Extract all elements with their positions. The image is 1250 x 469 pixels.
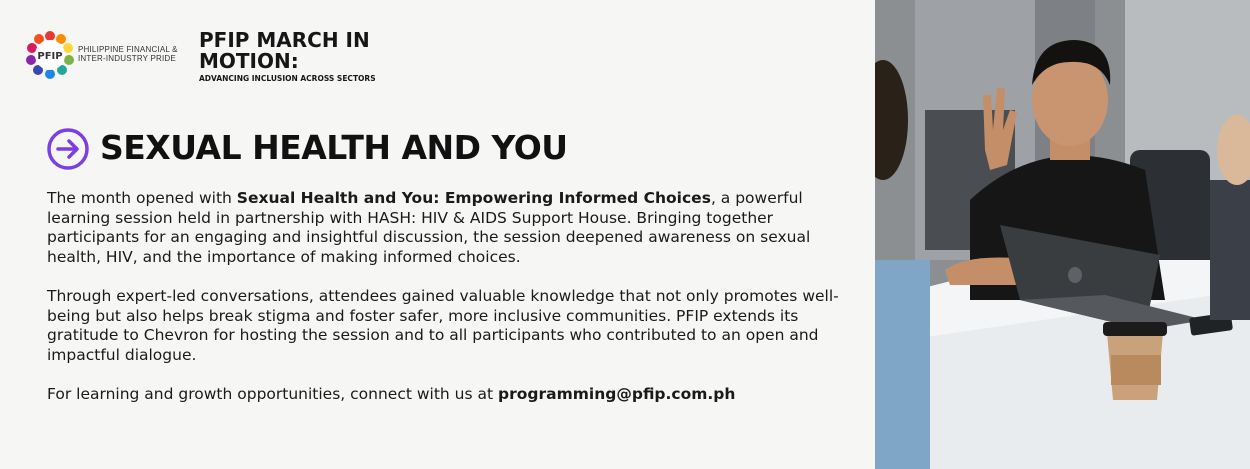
org-name-line1: PHILIPPINE FINANCIAL & [78,45,178,54]
p3-intro: For learning and growth opportunities, connect with us at [47,385,499,403]
paragraph-gratitude: Through expert-led conversations, attendees gained valuable knowledge that not only promotes well-being but also helps break stigma and foster safer, more inclusive communities. PFIP extends its gratitude to Chevron for hosting the session and to all participants who contributed to an open and impactful dialogue. [47,287,839,364]
logo-text: PFIP [37,51,63,62]
p1-rest: , a powerful learning session held in partnership with HASH: HIV & AIDS Support House. Bringing together participants for an engaging and insightful discussion, the session deepened awareness on sexual health, HIV, and the importance of making informed choices. [47,189,811,266]
org-name [78,45,188,63]
org-name-line2: INTER-INDUSTRY PRIDE [78,54,176,63]
section-title: SEXUAL HEALTH AND YOU [100,128,568,167]
paragraph-intro [47,189,862,267]
pfip-logo-icon [25,30,75,80]
arrow-right-circle-icon [46,127,90,171]
contact-email[interactable]: programming@pfip.com.ph [498,385,736,403]
body-text [47,189,862,425]
header-title: PFIP MARCH IN MOTION: [199,28,370,73]
header-subtitle: ADVANCING INCLUSION ACROSS SECTORS [199,74,376,83]
paragraph-contact [47,385,862,405]
p1-intro: The month opened with [47,189,237,207]
event-photo-image [875,0,1250,469]
event-name: Sexual Health and You: Empowering Informed Choices [236,189,711,207]
